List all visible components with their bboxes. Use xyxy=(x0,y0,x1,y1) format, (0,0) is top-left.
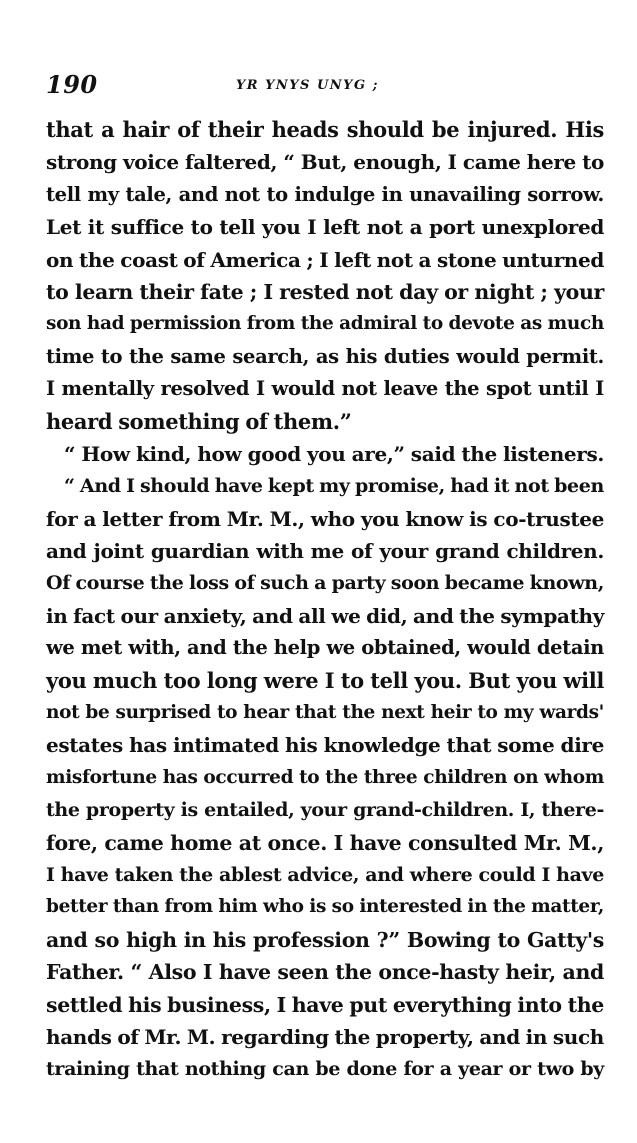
text-line: in fact our anxiety, and all we did, and the sympathy xyxy=(46,603,604,628)
text-line: heard something of them.” xyxy=(46,408,352,434)
text-line: misfortune has occurred to the three children on whom xyxy=(46,766,604,788)
text-line: and joint guardian with me of your grand children. xyxy=(46,539,604,564)
page-header xyxy=(46,70,606,106)
text-line: Father. “ Also I have seen the once-hasty heir, and xyxy=(46,960,604,985)
text-line: to learn their fate ; I rested not day or night ; your xyxy=(46,279,604,304)
text-line: Let it suffice to tell you I left not a port unexplored xyxy=(46,215,604,240)
text-line: I mentally resolved I would not leave the spot until I xyxy=(46,377,604,401)
text-line: training that nothing can be done for a year or two by xyxy=(46,1058,604,1081)
text-line: the property is entailed, your grand-children. I, there- xyxy=(46,799,604,822)
body-text xyxy=(46,114,604,1086)
text-line: Of course the loss of such a party soon became known, xyxy=(46,572,604,595)
running-head: YR YNYS UNYG ; xyxy=(236,78,379,93)
text-line: estates has intimated his knowledge that some dire xyxy=(46,733,604,758)
text-line: strong voice faltered, “ But, enough, I came here to xyxy=(46,150,604,175)
text-line: time to the same search, as his duties would permit. xyxy=(46,344,604,368)
text-line: and so high in his profession ?” Bowing to Gatty's xyxy=(46,927,604,952)
text-line: I have taken the ablest advice, and where could I have xyxy=(46,863,604,886)
text-line: we met with, and the help we obtained, would detain xyxy=(46,636,604,660)
text-line: son had permission from the admiral to devote as much xyxy=(46,313,604,335)
text-line: that a hair of their heads should be injured. His xyxy=(46,117,604,142)
page-number: 190 xyxy=(46,70,98,99)
text-line: not be surprised to hear that the next heir to my wards' xyxy=(46,702,604,724)
text-line: you much too long were I to tell you. But you will xyxy=(46,667,604,693)
text-line: “ How kind, how good you are,” said the listeners. xyxy=(64,441,604,466)
text-line: better than from him who is so interested in the matter, xyxy=(46,896,604,918)
text-line: on the coast of America ; I left not a stone unturned xyxy=(46,247,604,272)
text-line: tell my tale, and not to indulge in unavailing sorrow. xyxy=(46,182,604,206)
text-line: settled his business, I have put everything into the xyxy=(46,992,604,1017)
text-line: for a letter from Mr. M., who you know is co-trustee xyxy=(46,506,604,531)
text-line: fore, came home at once. I have consulted Mr. M., xyxy=(46,830,604,855)
text-line: “ And I should have kept my promise, had it not been xyxy=(64,475,604,498)
text-line: hands of Mr. M. regarding the property, and in such xyxy=(46,1024,604,1049)
